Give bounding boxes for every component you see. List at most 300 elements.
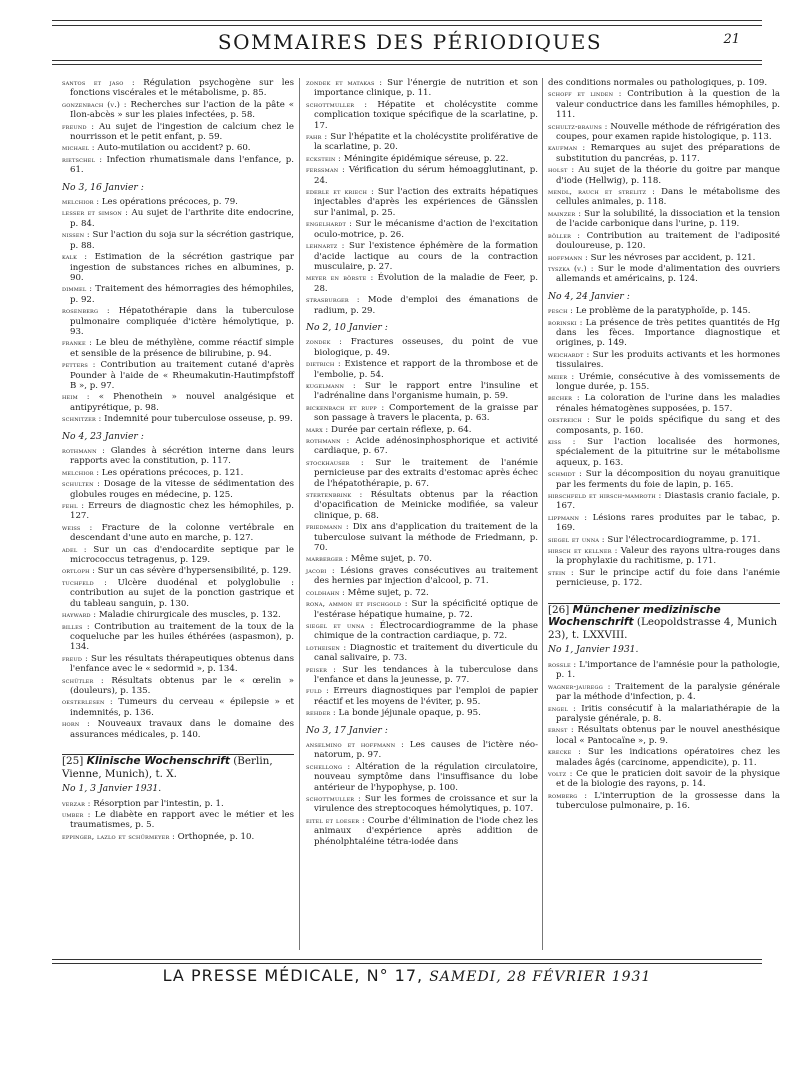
citation-author: coldhahn :: [306, 587, 345, 597]
citation-author: rothmann :: [306, 436, 350, 445]
citation-author: stertenbrink :: [306, 490, 363, 500]
citation-entry: [548, 89, 780, 120]
citation-title: Sur l'action localisée des hormones, spécialement de la pituitrine sur le métabolisme aqueux, p. 163.: [556, 437, 780, 468]
citation-author: umber :: [62, 809, 91, 819]
citation-entry: [548, 143, 780, 164]
citation-title: Mode d'emploi des émanations de radium, p. 29.: [314, 295, 538, 316]
citation-author: lippmann :: [548, 512, 588, 522]
page-number: 21: [723, 32, 740, 47]
citation-entry: [62, 252, 294, 283]
issue-heading: No 4, 24 Janvier :: [548, 290, 630, 302]
citation-title: Fractures osseuses, du point de vue biologique, p. 49.: [314, 337, 538, 358]
citation-author: tuchfeld :: [62, 577, 108, 587]
citation-author: freund :: [62, 121, 95, 131]
citation-entry: [306, 588, 538, 598]
citation-author: weichardt :: [548, 349, 590, 359]
entry-list: [548, 78, 780, 285]
citation-entry: [62, 810, 294, 831]
citation-title: Contribution au traitement cutané d'après Pounder à l'aide de « Rheumakutin-Hautimpfstoff B », p. 97.: [70, 360, 295, 391]
citation-entry: [62, 208, 294, 229]
journal-details: (Leopoldstrasse 4, Munich 23), t. LXXVIII.: [548, 616, 778, 641]
citation-title: Au sujet de l'ingestion de calcium chez le nourrisson et le petit enfant, p. 59.: [70, 121, 294, 143]
citation-title: Sur les indications opératoires chez les malades âgés (carcinome, appendicite), p. 11.: [556, 747, 781, 768]
citation-entry: [62, 100, 294, 121]
citation-title: Même sujet, p. 70.: [350, 554, 433, 565]
citation-entry: [62, 230, 294, 251]
citation-title: Indemnité pour tuberculose osseuse, p. 99.: [104, 414, 293, 425]
citation-title: Diagnostic et traitement du diverticule du canal salivaire, p. 73.: [314, 642, 538, 664]
citation-title: Sur le traitement de l'anémie pernicieuse par des extraits d'estomac après échec de l'hépatothérapie, p. 67.: [314, 457, 538, 489]
citation-author: meier :: [548, 371, 575, 381]
citation-author: meyer en börste :: [306, 273, 374, 283]
citation-author: oesterlesen :: [62, 697, 113, 707]
citation-author: strasburger :: [306, 295, 360, 305]
citation-entry: [306, 295, 538, 316]
citation-author: voltz :: [548, 768, 573, 778]
entry-list: [306, 740, 538, 847]
citation-entry: [548, 165, 780, 186]
citation-title: Glandes à sécrétion interne dans leurs rapports avec la constitution, p. 117.: [70, 446, 294, 467]
citation-author: schoff et linden :: [548, 89, 622, 99]
citation-title: Hépatite et cholécystite comme complication toxique spécifique de la scarlatine, p. 17.: [314, 99, 539, 131]
citation-author: siegel et unna :: [306, 620, 374, 630]
citation-entry: [548, 318, 780, 349]
citation-entry: [548, 660, 780, 681]
citation-entry: [306, 554, 538, 564]
footer-date: SAMEDI, 28 FÉVRIER 1931: [429, 969, 652, 985]
citation-author: schultz-brauns :: [548, 121, 608, 131]
citation-title: Dix ans d'application du traitement de la tuberculose suivant la méthode de Friedmann, p. 70.: [314, 522, 538, 554]
citation-entry: [548, 209, 780, 230]
citation-title: Sur le principe actif du foie dans l'anémie pernicieuse, p. 172.: [556, 567, 780, 589]
citation-title: La présence de très petites quantités de Hg dans les fèces. Importance diagnostique et origines, p. 149.: [556, 317, 781, 349]
citation-entry: [306, 165, 538, 186]
citation-entry: [62, 284, 294, 305]
citation-author: hirschfeld et hirsch-mamroth :: [548, 491, 662, 501]
entry-list: [62, 197, 294, 425]
citation-entry: [306, 403, 538, 424]
citation-author: rossle :: [548, 659, 577, 669]
citation-title: Résultats obtenus par le nouvel anesthésique local « Pantocaïne », p. 9.: [556, 725, 780, 746]
citation-author: pesch :: [548, 306, 573, 316]
citation-title: Existence et rapport de la thrombose et de l'embolie, p. 54.: [314, 359, 539, 380]
column-separator: [542, 78, 543, 950]
citation-author: eckstein :: [306, 153, 341, 163]
citation-author: schütler :: [62, 675, 104, 685]
citation-entry: [62, 338, 294, 359]
top-rule-inner: [52, 25, 762, 26]
citation-author: anselmino et hoffmann :: [306, 739, 404, 749]
citation-entry: [62, 197, 294, 207]
journal-heading: [62, 754, 294, 780]
citation-title: Résorption par l'intestin, p. 1.: [93, 798, 224, 809]
citation-author: horn :: [62, 719, 90, 729]
citation-title: Sur les produits activants et les hormones tissulaires.: [556, 349, 780, 371]
citation-title: Traitement de la paralysie générale par la méthode d'infection, p. 4.: [556, 681, 780, 703]
citation-entry: [548, 546, 780, 567]
citation-author: nissen :: [62, 230, 90, 240]
citation-entry: [548, 469, 780, 490]
citation-entry: [62, 654, 294, 675]
citation-entry: [548, 513, 780, 534]
citation-title: Nouvelle méthode de réfrigération des coupes, pour examen rapide histologique, p. 113.: [556, 121, 780, 143]
citation-entry: [548, 122, 780, 143]
journal-heading: [548, 603, 780, 642]
citation-title: Sur l'électrocardiogramme, p. 171.: [607, 534, 761, 545]
citation-entry: [306, 794, 538, 815]
citation-entry: [306, 643, 538, 664]
citation-title: Orthopnée, p. 10.: [177, 831, 255, 842]
citation-author: melchior :: [62, 197, 100, 207]
citation-title: L'importance de l'amnésie pour la pathologie, p. 1.: [556, 659, 780, 681]
citation-entry: [548, 393, 780, 414]
citation-author: schulten :: [62, 479, 101, 489]
journal-number: [25]: [62, 754, 84, 767]
citation-title: La bonde jéjunale opaque, p. 95.: [338, 708, 481, 719]
citation-title: Sur l'hépatite et la cholécystite proliférative de la scarlatine, p. 20.: [314, 132, 538, 153]
citation-entry: [62, 78, 294, 99]
citation-title: Sur le rapport entre l'insuline et l'adrénaline dans l'organisme humain, p. 59.: [314, 380, 538, 402]
citation-author: dimmel :: [62, 284, 93, 294]
citation-title: Au sujet de l'arthrite dite endocrine, p. 84.: [70, 208, 295, 229]
citation-author: hayward :: [62, 610, 97, 620]
citation-entry: [62, 468, 294, 478]
citation-title: Sur un cas sévère d'hypersensibilité, p. 129.: [97, 566, 292, 577]
citation-title: Fracture de la colonne vertébrale en descendant d'une auto en marche, p. 127.: [70, 522, 294, 544]
citation-entry: [548, 535, 780, 545]
citation-title: Iritis consécutif à la malariathérapie de la paralysie générale, p. 8.: [556, 703, 780, 724]
citation-entry: [306, 187, 538, 218]
journal-name: Klinische Wochenschrift: [86, 754, 230, 767]
citation-title: Contribution au traitement de l'adiposité douloureuse, p. 120.: [556, 230, 781, 252]
citation-title: Sur l'existence éphémère de la formation d'acide lactique au cours de la contraction musculaire, p. 27.: [314, 241, 538, 272]
citation-entry: [548, 253, 780, 263]
issue-heading: No 2, 10 Janvier :: [306, 321, 388, 333]
citation-entry: [548, 791, 780, 812]
citation-title: Remarques au sujet des préparations de substitution du pancréas, p. 117.: [556, 143, 780, 164]
citation-author: zondek :: [306, 337, 342, 347]
issue-heading: No 1, Janvier 1931.: [548, 644, 639, 656]
citation-author: marberger :: [306, 554, 349, 564]
citation-author: billes :: [62, 621, 90, 631]
citation-entry: [306, 566, 538, 587]
citation-entry: [306, 381, 538, 402]
entry-list: [306, 337, 538, 718]
citation-title: Sur la spécificité optique de l'estérase hépatique humaine, p. 72.: [314, 599, 539, 620]
citation-title: Régulation psychogène sur les fonctions viscérales et le métabolisme, p. 85.: [70, 78, 294, 99]
citation-title: Sur l'action des extraits hépatiques injectables d'après les expériences de Gänsslen sur l'animal, p. 25.: [314, 187, 538, 218]
citation-author: fahr :: [306, 132, 328, 142]
citation-author: tyszka (v.) :: [548, 263, 594, 273]
citation-author: kugelmann :: [306, 380, 356, 390]
citation-author: oestreich :: [548, 415, 590, 425]
citation-title: Sur les tendances à la tuberculose dans l'enfance et dans la jeunesse, p. 77.: [314, 664, 538, 685]
citation-entry: [306, 740, 538, 761]
column-separator: [299, 78, 300, 950]
citation-title: Erreurs diagnostiques par l'emploi de papier réactif et les moyens de l'éviter, p. 95.: [314, 686, 538, 707]
citation-title: Estimation de la sécrétion gastrique par ingestion de substances riches en albumines, p. 90.: [70, 252, 295, 283]
citation-author: rothmann :: [62, 446, 105, 455]
citation-author: schottmuller :: [306, 794, 361, 803]
citation-author: wagner-jauregg :: [548, 681, 611, 691]
column-middle: [306, 78, 538, 848]
citation-title: Contribution au traitement de la toux de la coqueluche par les huiles éthérées (aspasmon), p. 134.: [70, 621, 294, 653]
journal-name: Münchener medizinische Wochenschrift: [548, 603, 721, 629]
footer-publication: LA PRESSE MÉDICALE, N° 17,: [162, 966, 424, 985]
citation-entry: [548, 372, 780, 393]
citation-entry: [306, 458, 538, 489]
citation-entry: [62, 523, 294, 544]
citation-title: Sur un cas d'endocardite septique par le micrococcus tetragenus, p. 129.: [70, 544, 295, 566]
citation-author: romberg :: [548, 790, 588, 800]
citation-title: Erreurs de diagnostic chez les hémophiles, p. 127.: [70, 501, 294, 522]
citation-title: Tumeurs du cerveau « épilepsie » et indemnités, p. 136.: [70, 697, 295, 718]
citation-author: weiss :: [62, 522, 93, 532]
top-rule: [52, 20, 762, 21]
citation-entry: [548, 350, 780, 371]
citation-author: kalk :: [62, 252, 88, 262]
citation-entry: [62, 676, 294, 697]
citation-author: rehder :: [306, 708, 336, 718]
citation-title: Ce que le praticien doit savoir de la physique et de la biologie des rayons, p. 14.: [556, 768, 781, 790]
citation-title: Dans le métabolisme des cellules animales, p. 118.: [556, 187, 781, 208]
citation-title: Les causes de l'ictère néo-natorum, p. 97.: [314, 739, 538, 761]
citation-title: Sur le mécanisme d'action de l'excitation oculo-motrice, p. 26.: [314, 219, 539, 240]
citation-author: ortloph :: [62, 566, 96, 576]
citation-entry: [62, 143, 294, 153]
citation-title: Méningite épidémique séreuse, p. 22.: [343, 153, 509, 164]
citation-author: ernst :: [548, 725, 574, 735]
citation-author: siegel et unna :: [548, 534, 605, 544]
citation-entry: [306, 337, 538, 358]
citation-author: schottmuller :: [306, 99, 368, 109]
citation-entry: [548, 568, 780, 589]
citation-title: Valeur des rayons ultra-rouges dans la prophylaxie du rachitisme, p. 171.: [556, 546, 780, 567]
journal-details: (Berlin, Vienne, Munich), t. X.: [62, 754, 273, 780]
citation-title: Courbe d'élimination de l'iode chez les animaux d'expérience après addition de phénolphtaléine tétra-iodée dans: [314, 815, 538, 847]
issue-heading: No 1, 3 Janvier 1931.: [62, 783, 162, 795]
citation-author: petters :: [62, 360, 96, 370]
issue-heading: No 4, 23 Janvier :: [62, 430, 144, 442]
citation-entry: [62, 306, 294, 337]
issue-heading: No 3, 16 Janvier :: [62, 181, 144, 193]
citation-author: adel :: [62, 544, 87, 554]
citation-author: hoffmann :: [548, 252, 588, 262]
citation-author: fuld :: [306, 686, 329, 696]
citation-entry: [306, 241, 538, 272]
citation-entry: [62, 414, 294, 424]
page-title: SOMMAIRES DES PÉRIODIQUES: [217, 30, 603, 54]
citation-author: fehl :: [62, 501, 85, 511]
citation-title: Durée par certain réflexe, p. 64.: [330, 424, 472, 435]
citation-author: freud :: [62, 653, 88, 663]
citation-entry: [62, 122, 294, 143]
footer-rule-inner: [52, 963, 762, 964]
citation-title: Les opérations précoces, p. 79.: [101, 197, 238, 208]
citation-author: jacobi :: [306, 565, 335, 575]
citation-entry: [548, 78, 780, 88]
citation-title: Résultats obtenus par la réaction d'opacification de Meinicke modifiée, sa valeur clinique, p. 68.: [314, 490, 538, 521]
citation-entry: [62, 566, 294, 576]
citation-entry: [306, 359, 538, 380]
citation-entry: [62, 392, 294, 413]
citation-entry: [548, 437, 780, 468]
citation-author: rietschel :: [62, 154, 103, 164]
citation-entry: [306, 599, 538, 620]
citation-title: Sur l'action du soja sur la sécrétion gastrique, p. 88.: [70, 230, 295, 251]
citation-author: mainzer :: [548, 208, 582, 218]
citation-entry: [548, 747, 780, 768]
entry-list: [62, 78, 294, 176]
citation-title: Lésions graves consécutives au traitement des hernies par injection d'alcool, p. 71.: [314, 565, 538, 587]
citation-title: Le diabète en rapport avec le métier et les traumatismes, p. 5.: [70, 809, 295, 831]
citation-entry: [62, 719, 294, 740]
citation-title: Auto-mutilation ou accident? p. 60.: [97, 143, 251, 154]
citation-author: schnitzer :: [62, 414, 102, 424]
citation-entry: [62, 545, 294, 566]
citation-title: Les opérations précoces, p. 121.: [101, 467, 244, 478]
journal-number: [26]: [548, 603, 570, 616]
citation-author: schmidt :: [548, 469, 582, 479]
citation-author: verzar :: [62, 798, 91, 808]
citation-entry: [306, 273, 538, 294]
citation-entry: [548, 704, 780, 725]
citation-entry: [306, 762, 538, 793]
citation-title: L'interruption de la grossesse dans la tuberculose pulmonaire, p. 16.: [556, 790, 780, 812]
citation-title: Diastasis cranio faciale, p. 167.: [556, 491, 781, 512]
entry-list: [306, 78, 538, 316]
citation-title: Altération de la régulation circulatoire, nouveau symptôme dans l'insuffisance du lobe antérieur de l'hypophyse, p. 100.: [314, 761, 538, 793]
entry-list: [62, 799, 294, 843]
citation-title: Sur le mode d'alimentation des ouvriers allemands et américains, p. 124.: [556, 263, 780, 285]
citation-author: heim :: [62, 392, 90, 402]
citation-title: Contribution à la question de la valeur conductrice dans les familles hémophiles, p. 111.: [556, 89, 780, 121]
citation-author: kaufman :: [548, 143, 586, 153]
citation-author: ederle et kriech :: [306, 187, 374, 197]
citation-title: Infection rhumatismale dans l'enfance, p. 61.: [70, 154, 294, 176]
entry-list: [62, 446, 294, 740]
citation-title: Dosage de la vitesse de sédimentation des globules rouges en médecine, p. 125.: [70, 479, 294, 500]
citation-author: stein :: [548, 567, 574, 577]
citation-title: Sur les formes de croissance et sur la virulence des streptocoques hémolytiques, p. 107.: [314, 794, 539, 815]
column-right: [548, 78, 780, 813]
citation-entry: [62, 479, 294, 500]
citation-author: gonzenbach (v.) :: [62, 99, 127, 109]
citation-title: Maladie chirurgicale des muscles, p. 132.: [98, 610, 281, 621]
citation-author: kiss :: [548, 437, 576, 446]
citation-author: lotheisen :: [306, 642, 347, 652]
citation-entry: [548, 231, 780, 252]
citation-author: zondek et matakas :: [306, 78, 383, 87]
citation-entry: [548, 682, 780, 703]
citation-entry: [548, 264, 780, 285]
citation-title: Le problème de la paratyphoïde, p. 145.: [575, 306, 751, 317]
column-left: [62, 78, 294, 843]
citation-author: eppinger, lazlo et schürmeyer :: [62, 831, 175, 841]
citation-entry: [548, 769, 780, 790]
citation-entry: [62, 155, 294, 176]
citation-title: Nouveaux travaux dans le domaine des assurances médicales, p. 140.: [70, 719, 294, 740]
citation-author: marx :: [306, 424, 329, 434]
citation-entry: [62, 610, 294, 620]
citation-author: lesser et simson :: [62, 208, 129, 218]
citation-entry: [62, 501, 294, 522]
citation-title: Vérification du sérum hémoagglutinant, p. 24.: [314, 165, 538, 186]
citation-title: Lésions rares produites par le tabac, p. 169.: [556, 512, 781, 534]
citation-title: Au sujet de la théorie du goitre par manque d'iode (Hellwig), p. 118.: [556, 165, 780, 186]
citation-entry: [548, 415, 780, 436]
citation-title: « Phenothein » nouvel analgésique et antipyrétique, p. 98.: [70, 392, 295, 413]
citation-author: ferssman :: [306, 165, 345, 175]
citation-entry: [306, 132, 538, 153]
citation-entry: [62, 799, 294, 809]
citation-title: Acide adénosinphosphorique et activité cardiaque, p. 67.: [314, 436, 538, 457]
citation-author: peiser :: [306, 664, 337, 674]
citation-author: franke :: [62, 338, 93, 348]
citation-title: La coloration de l'urine dans les maladies rénales hématogènes supposées, p. 157.: [556, 393, 781, 414]
citation-title: Sur les névroses par accident, p. 121.: [590, 252, 756, 263]
citation-entry: [62, 697, 294, 718]
citation-title: Sur l'énergie de nutrition et son importance clinique, p. 11.: [314, 78, 539, 99]
entry-list: [548, 306, 780, 589]
citation-title: Le bleu de méthylène, comme réactif simple et sensible de la présence de bilirubine, p. 94.: [70, 338, 294, 359]
citation-entry: [548, 491, 780, 512]
citation-title: Évolution de la maladie de Feer, p. 28.: [314, 273, 538, 294]
citation-entry: [548, 187, 780, 208]
citation-title: Sur les résultats thérapeutiques obtenus dans l'enfance avec le « sedormid », p. 134.: [70, 653, 295, 675]
citation-entry: [306, 522, 538, 553]
citation-author: rona, ammon et fischgold :: [306, 599, 408, 609]
citation-entry: [306, 686, 538, 707]
citation-author: melchior :: [62, 467, 100, 477]
citation-author: böller :: [548, 230, 581, 240]
entry-list: [548, 660, 780, 812]
citation-title: des conditions normales ou pathologiques, p. 109.: [548, 78, 768, 88]
citation-author: lehnartz :: [306, 241, 345, 251]
citation-author: holst :: [548, 165, 575, 175]
citation-entry: [306, 665, 538, 686]
citation-author: michael :: [62, 143, 95, 153]
citation-entry: [62, 622, 294, 653]
header-rule: [52, 60, 762, 61]
issue-heading: No 3, 17 Janvier :: [306, 724, 388, 736]
citation-entry: [306, 78, 538, 99]
citation-entry: [62, 360, 294, 391]
citation-author: engel :: [548, 703, 576, 713]
citation-entry: [306, 621, 538, 642]
citation-entry: [306, 425, 538, 435]
citation-entry: [548, 725, 780, 746]
citation-entry: [306, 490, 538, 521]
citation-author: hirsch et kellner :: [548, 546, 618, 556]
citation-title: Recherches sur l'action de la pâte « Ilon-abcès » sur les plaies infectées, p. 58.: [70, 99, 294, 121]
citation-author: friedmann :: [306, 522, 349, 532]
citation-title: Même sujet, p. 72.: [347, 587, 429, 598]
citation-entry: [306, 219, 538, 240]
citation-title: Hépatothérapie dans la tuberculose pulmonaire compliquée d'ictère hémolytique, p. 93.: [70, 306, 294, 337]
citation-entry: [62, 578, 294, 609]
citation-entry: [548, 306, 780, 316]
citation-author: stockhauser :: [306, 457, 364, 467]
citation-author: santos et jaso :: [62, 78, 135, 87]
citation-title: Urémie, consécutive à des vomissements de longue durée, p. 155.: [556, 371, 780, 392]
citation-author: mendl, rauch et strelitz :: [548, 187, 655, 197]
header-rule-inner: [52, 64, 762, 65]
citation-entry: [62, 446, 294, 467]
citation-entry: [62, 832, 294, 842]
citation-author: rosenberg :: [62, 306, 110, 316]
citation-entry: [306, 436, 538, 457]
